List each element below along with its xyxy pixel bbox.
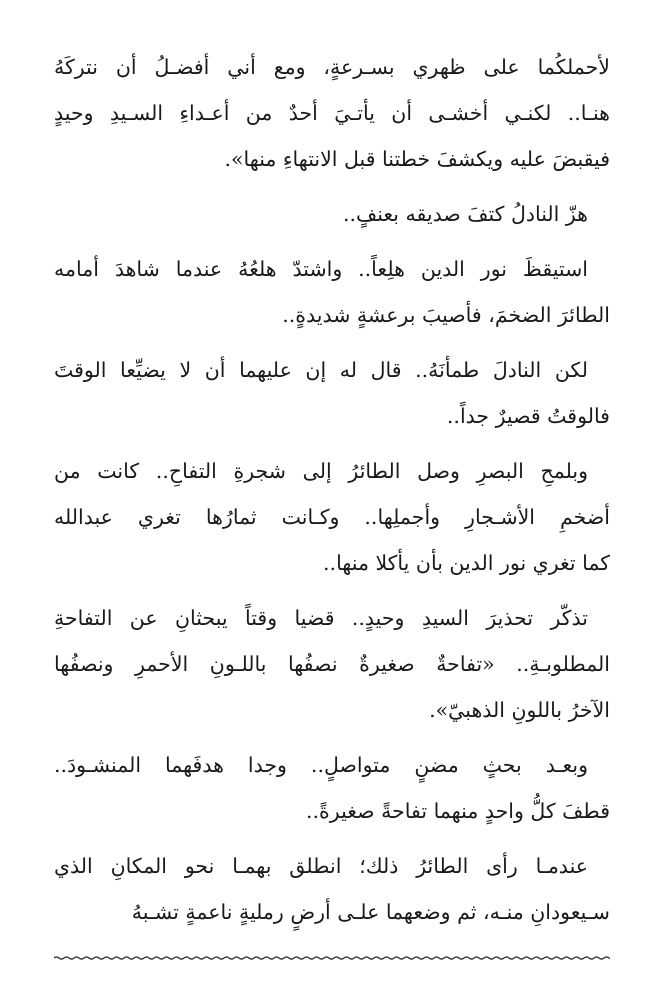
text-line: لكن النادلَ طمأنَهُ.. قال له إن عليهما أن لا يضيِّعا الوقتَ — [54, 358, 588, 382]
text-line: تذكّر تحذيرَ السيدِ وحيدٍ.. قضيا وقتاً يبحثانِ عن التفاحةِ — [54, 606, 588, 630]
text-line: كما تغري نور الدين بأن يأكلا منها.. — [323, 551, 610, 575]
text-line: الآخرُ باللونِ الذهبيّ». — [429, 698, 610, 722]
paragraph — [54, 347, 610, 439]
paragraph — [54, 595, 610, 733]
paragraph — [54, 44, 610, 182]
text-line: وبعـد بحثٍ مضنٍ متواصلٍ.. وجدا هدفَهما المنشـودَ.. — [54, 753, 588, 777]
book-page-text — [54, 44, 610, 944]
text-line: فيقبضَ عليه ويكشفَ خطتنا قبل الانتهاءِ منها». — [224, 147, 610, 171]
paragraph — [54, 843, 610, 935]
text-line: أضخمِ الأشـجارِ وأجملِها.. وكـانت ثمارُها تغري عبدالله — [54, 505, 610, 529]
paragraph — [54, 246, 610, 338]
paragraph — [54, 191, 610, 237]
text-line: قطفَ كلُّ واحدٍ منهما تفاحةً صغيرةً.. — [306, 799, 610, 823]
text-line: هنـا.. لكنـي أخشـى أن يأتـيَ أحدٌ من أعـداءِ السـيدِ وحيدٍ — [54, 101, 610, 125]
text-line: وبلمحِ البصرِ وصل الطائرُ إلى شجرةِ التفاحِ.. كانت من — [54, 459, 588, 483]
text-line: سـيعودانِ منـه، ثم وضعهما علـى أرضٍ رمليةٍ ناعمةٍ تشـبهُ — [131, 900, 610, 924]
paragraph — [54, 448, 610, 586]
text-line: استيقظَ نور الدين هلِعاً.. واشتدّ هلعُهُ عندما شاهدَ أمامه — [54, 257, 588, 281]
text-line: الطائرَ الضخمَ، فأصيبَ برعشةٍ شديدةٍ.. — [282, 303, 610, 327]
text-line: عندمـا رأى الطائرُ ذلك؛ انطلق بهمـا نحو المكانِ الذي — [54, 854, 588, 878]
paragraph — [54, 742, 610, 834]
text-line: فالوقتُ قصيرٌ جداً.. — [446, 404, 610, 428]
text-line: المطلوبـةِ.. «تفاحةٌ صغيرةٌ نصفُها باللـونِ الأحمرِ ونصفُها — [54, 652, 610, 676]
text-line: هزّ النادلُ كتفَ صديقه بعنفٍ.. — [342, 202, 588, 226]
wavy-divider — [54, 952, 610, 964]
text-line: لأحملكُما على ظهري بسـرعةٍ، ومع أني أفضـلُ أن نتركَهُ — [54, 55, 610, 79]
